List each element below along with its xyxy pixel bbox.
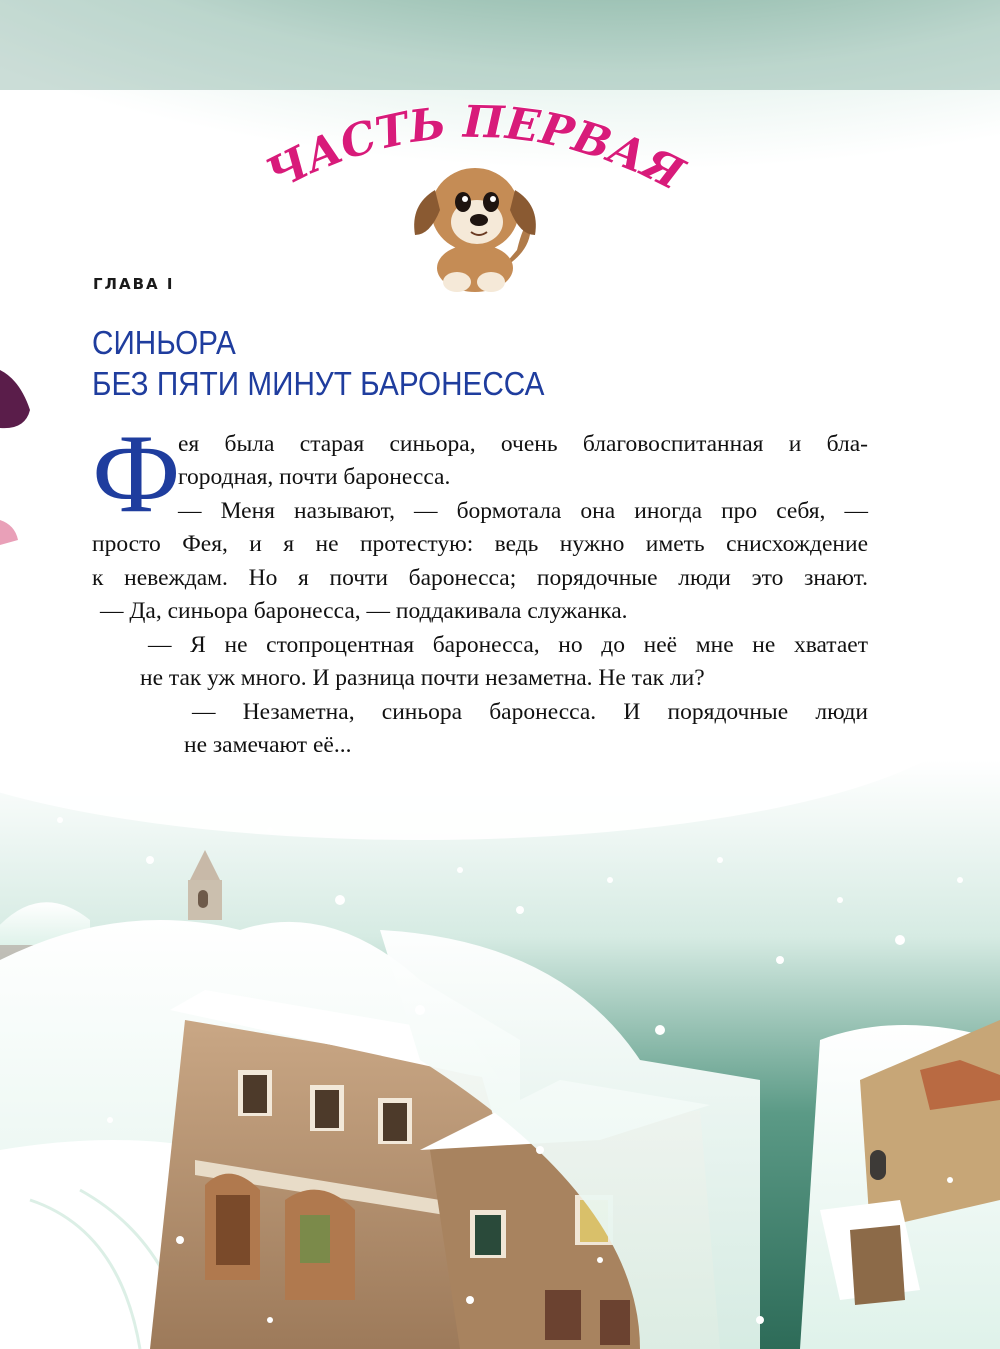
text-line: — Я не стопроцентная баронесса, но до неё мне не хватает [148,632,868,658]
text-line: — Да, синьора баронесса, — поддакивала служанка. [100,598,628,624]
part-title-text: ЧАСТЬ ПЕРВАЯ [260,96,690,201]
chapter-title-line-2: БЕЗ ПЯТИ МИНУТ БАРОНЕССА [92,365,545,402]
text-line: городная, почти баронесса. [178,464,451,490]
text-line: — Незаметна, синьора баронесса. И порядочные люди [192,699,868,725]
text-line: не так уж много. И разница почти незаметна. Не так ли? [140,665,705,691]
text-line: не замечают её... [184,732,352,758]
chapter-title [92,322,544,404]
chapter-label: ГЛАВА I [93,275,175,293]
text-line: ея была старая синьора, очень благовоспитанная и бла- [178,431,868,457]
text-line: к невеждам. Но я почти баронесса; порядочные люди это знают. [92,565,868,591]
chapter-title-line-1: СИНЬОРА [92,324,236,361]
text-line: — Меня называют, — бормотала она иногда про себя, — [178,498,868,524]
text-line: просто Фея, и я не протестую: ведь нужно иметь снисхождение [92,531,868,557]
puppy-icon [405,150,545,300]
drop-cap: Ф [92,412,181,536]
